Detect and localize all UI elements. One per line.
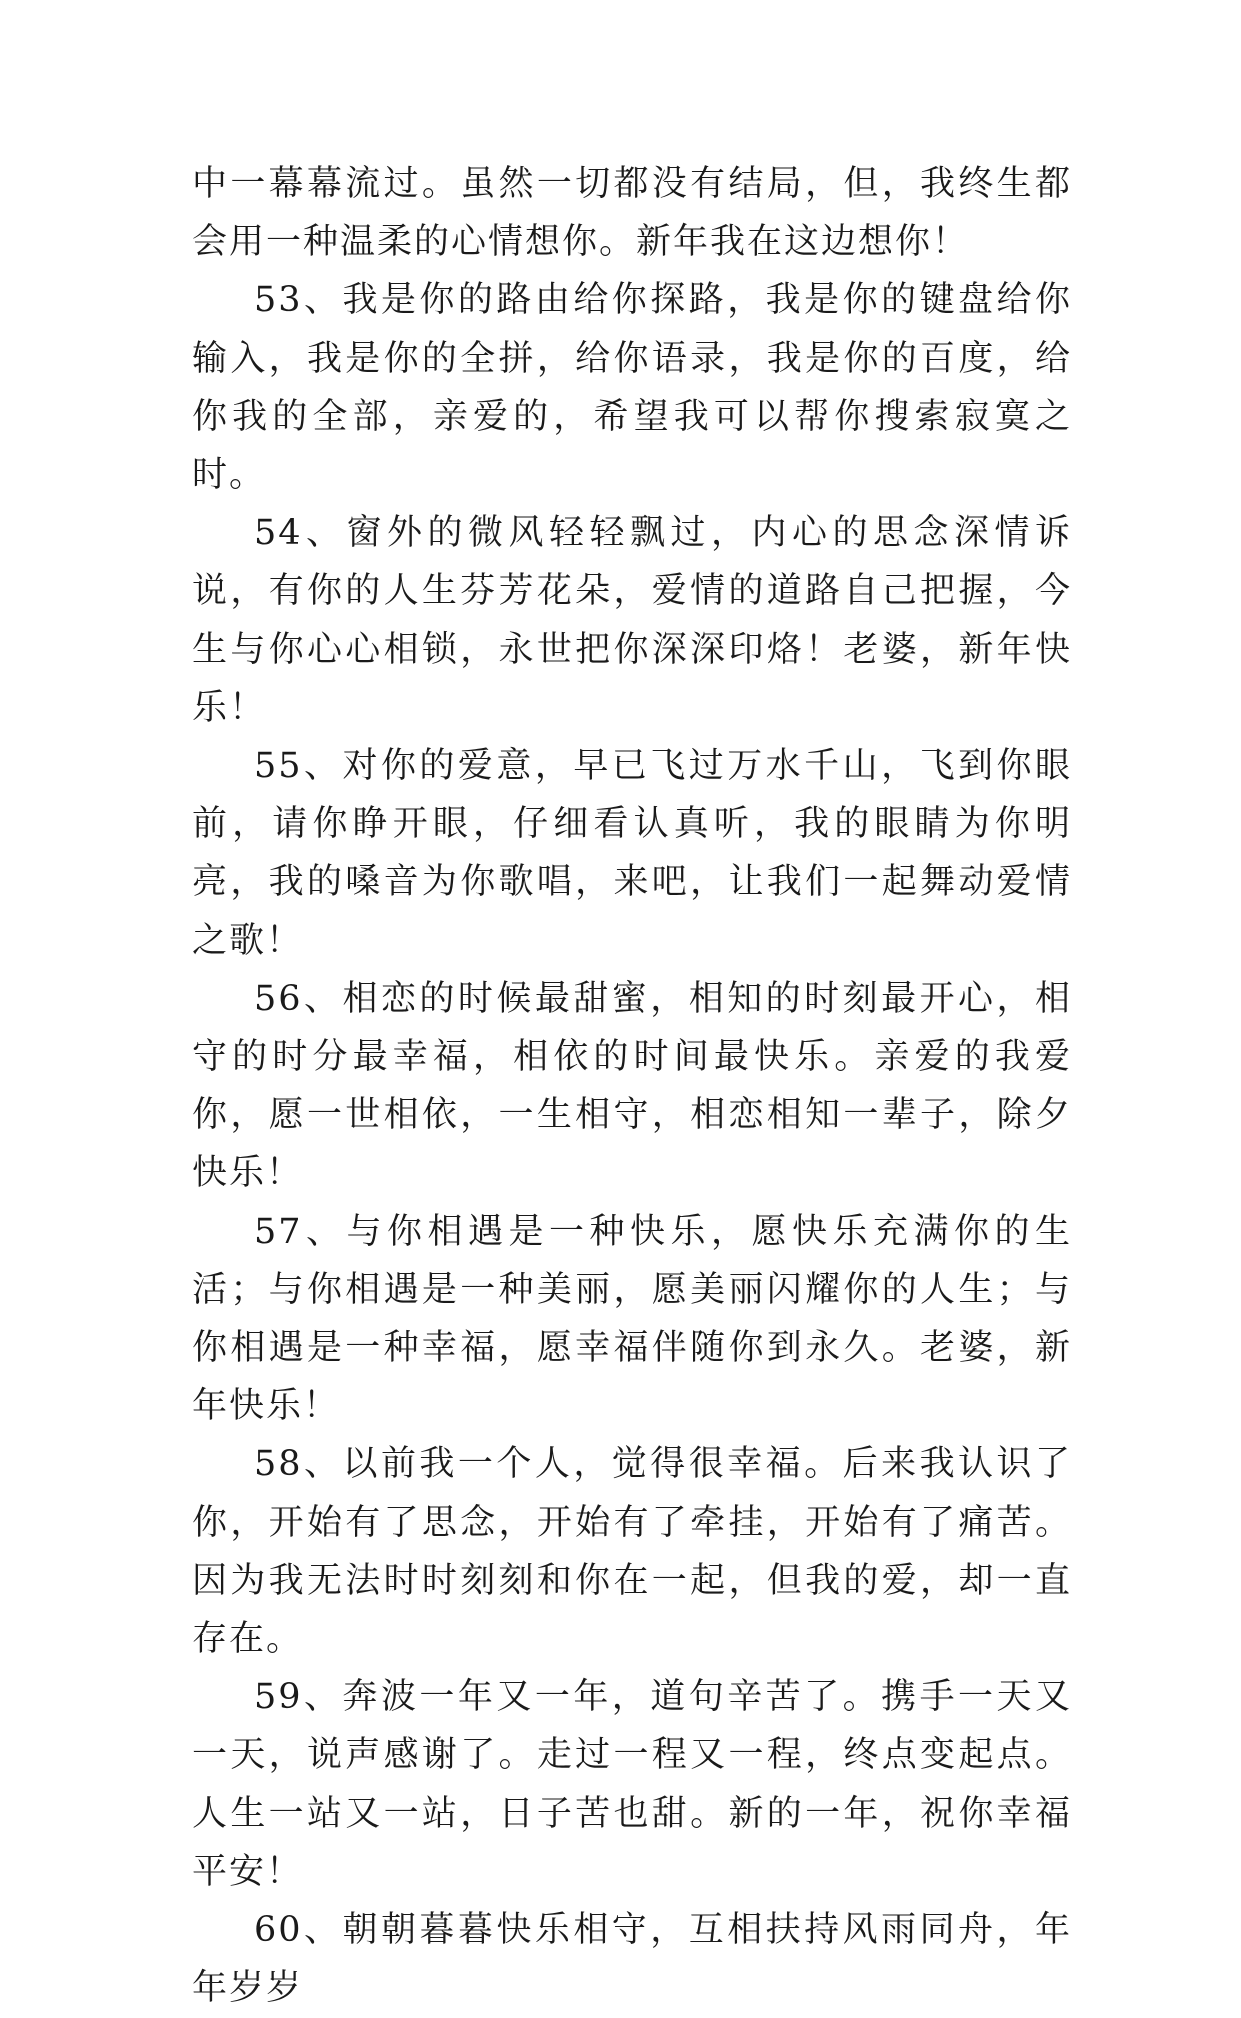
paragraph-58: 58、以前我一个人，觉得很幸福。后来我认识了你，开始有了思念，开始有了牵挂，开始有了痛苦。因为我无法时时刻刻和你在一起，但我的爱，却一直存在。: [192, 1444, 1072, 1660]
paragraph-55: 55、对你的爱意，早已飞过万水千山，飞到你眼前，请你睁开眼，仔细看认真听，我的眼睛为你明亮，我的嗓音为你歌唱，来吧，让我们一起舞动爱情之歌！: [192, 746, 1072, 961]
paragraph-53: 53、我是你的路由给你探路，我是你的键盘给你输入，我是你的全拼，给你语录，我是你的百度，给你我的全部，亲爱的，希望我可以帮你搜索寂寞之时。: [192, 280, 1072, 496]
paragraph-54: 54、窗外的微风轻轻飘过，内心的思念深情诉说，有你的人生芬芳花朵，爱情的道路自己把握，今生与你心心相锁，永世把你深深印烙！老婆，新年快乐！: [192, 513, 1072, 728]
paragraph-59: 59、奔波一年又一年，道句辛苦了。携手一天又一天，说声感谢了。走过一程又一程，终点变起点。人生一站又一站，日子苦也甜。新的一年，祝你幸福平安！: [192, 1677, 1072, 1892]
document-body: [192, 155, 1072, 2018]
paragraph-60: 60、朝朝暮暮快乐相守，互相扶持风雨同舟，年年岁岁: [192, 1910, 1072, 2009]
paragraph-57: 57、与你相遇是一种快乐，愿快乐充满你的生活；与你相遇是一种美丽，愿美丽闪耀你的人生；与你相遇是一种幸福，愿幸福伴随你到永久。老婆，新年快乐！: [192, 1211, 1072, 1427]
paragraph-56: 56、相恋的时候最甜蜜，相知的时刻最开心，相守的时分最幸福，相依的时间最快乐。亲爱的我爱你，愿一世相依，一生相守，相恋相知一辈子，除夕快乐！: [192, 978, 1072, 1194]
paragraph-52-continuation: 中一幕幕流过。虽然一切都没有结局，但，我终生都会用一种温柔的心情想你。新年我在这边想你！: [192, 164, 1072, 263]
